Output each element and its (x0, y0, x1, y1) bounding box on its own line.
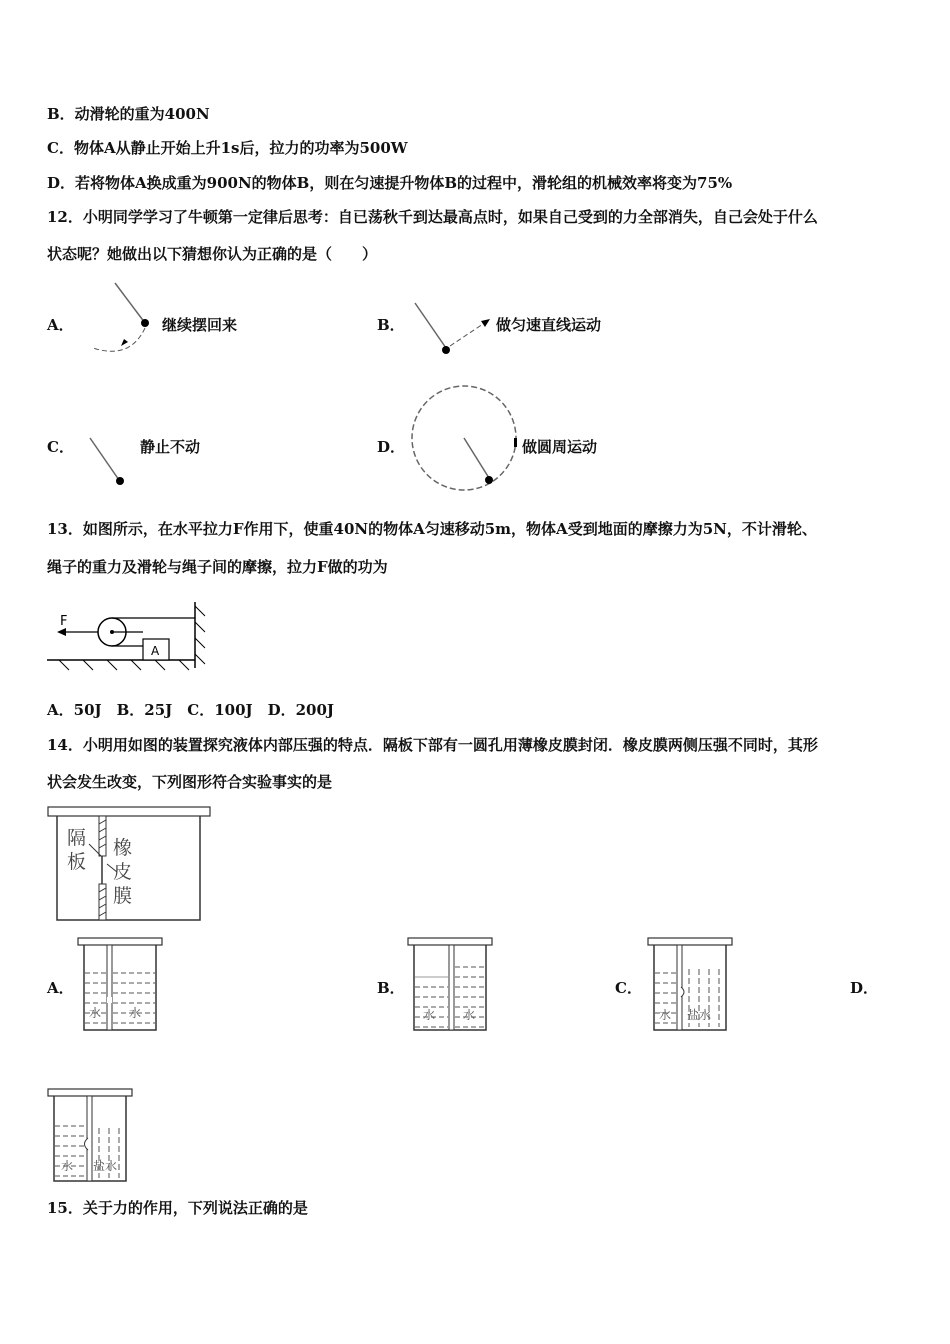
q12-stem-line2: 状态呢？她做出以下猜想你认为正确的是（ ） (47, 245, 378, 263)
q13-stem-line2: 绳子的重力及滑轮与绳子间的摩擦，拉力F做的功为 (47, 558, 388, 576)
q11-option-c: C．物体A从静止开始上升1s后，拉力的功率为500W (47, 139, 408, 157)
q14-option-d-right-liquid: 盐水 (93, 1159, 118, 1173)
q14-option-d-figure (47, 1088, 135, 1183)
q14-option-b-right-liquid: 水 (463, 1008, 476, 1022)
q14-option-a-left-liquid: 水 (89, 1006, 102, 1020)
q11-option-d: D．若将物体A换成重为900N的物体B，则在匀速提升物体B的过程中，滑轮组的机械效率将变为75% (47, 174, 733, 192)
q14-option-a-right-liquid: 水 (129, 1006, 142, 1020)
q14-membrane-label-3: 膜 (113, 885, 133, 907)
q14-option-d-letter: D． (850, 979, 879, 997)
q12-option-c-figure (85, 430, 135, 490)
q12-option-a-letter: A． (47, 316, 74, 334)
q14-partition-label-1: 隔 (67, 827, 87, 849)
q14-option-c-letter: C． (615, 979, 642, 997)
q15-stem-line1: 15．关于力的作用，下列说法正确的是 (47, 1199, 308, 1217)
q12-option-a-figure (90, 280, 170, 360)
q11-option-b: B．动滑轮的重为400N (47, 105, 210, 123)
q13-answer-choices: A．50J B．25J C．100J D．200J (47, 701, 335, 719)
q12-option-d-letter: D． (377, 438, 406, 456)
q12-option-c-text: 静止不动 (140, 438, 201, 456)
q12-option-d-figure (407, 381, 522, 496)
q14-option-c-figure (647, 937, 735, 1032)
q14-apparatus-figure (47, 806, 212, 924)
q14-membrane-label-1: 橡 (113, 837, 133, 859)
q14-partition-label-2: 板 (67, 851, 87, 873)
q14-stem-line2: 状会发生改变，下列图形符合实验事实的是 (47, 773, 333, 791)
q13-pulley-figure (45, 598, 215, 678)
q14-option-b-letter: B． (377, 979, 405, 997)
q12-option-a-text: 继续摆回来 (162, 316, 238, 334)
q12-stem-line1: 12．小明同学学习了牛顿第一定律后思考：自已荡秋千到达最高点时，如果自己受到的力全部消失，自己会处于什么 (47, 208, 818, 226)
q13-stem-line1: 13．如图所示，在水平拉力F作用下，使重40N的物体A匀速移动5m，物体A受到地面的摩擦力为5N，不计滑轮、 (47, 520, 817, 538)
q13-block-label: A (151, 644, 160, 658)
q14-option-b-left-liquid: 水 (423, 1008, 436, 1022)
q14-stem-line1: 14．小明用如图的装置探究液体内部压强的特点．隔板下部有一圆孔用薄橡皮膜封闭．橡皮膜两侧压强不同时，其形 (47, 736, 818, 754)
q12-option-c-letter: C． (47, 438, 74, 456)
q14-option-c-left-liquid: 水 (659, 1008, 672, 1022)
q14-option-a-letter: A． (47, 979, 74, 997)
q13-force-label: F (60, 614, 68, 629)
q14-option-a-figure (77, 937, 165, 1032)
q14-membrane-label-2: 皮 (113, 861, 133, 883)
q14-option-b-figure (407, 937, 495, 1032)
q12-option-b-figure (410, 300, 500, 360)
q12-option-d-text: 做圆周运动 (522, 438, 598, 456)
q14-option-d-left-liquid: 水 (61, 1159, 74, 1173)
q12-option-b-letter: B． (377, 316, 405, 334)
q12-option-b-text: 做匀速直线运动 (496, 316, 602, 334)
q14-option-c-right-liquid: 盐水 (687, 1008, 712, 1022)
